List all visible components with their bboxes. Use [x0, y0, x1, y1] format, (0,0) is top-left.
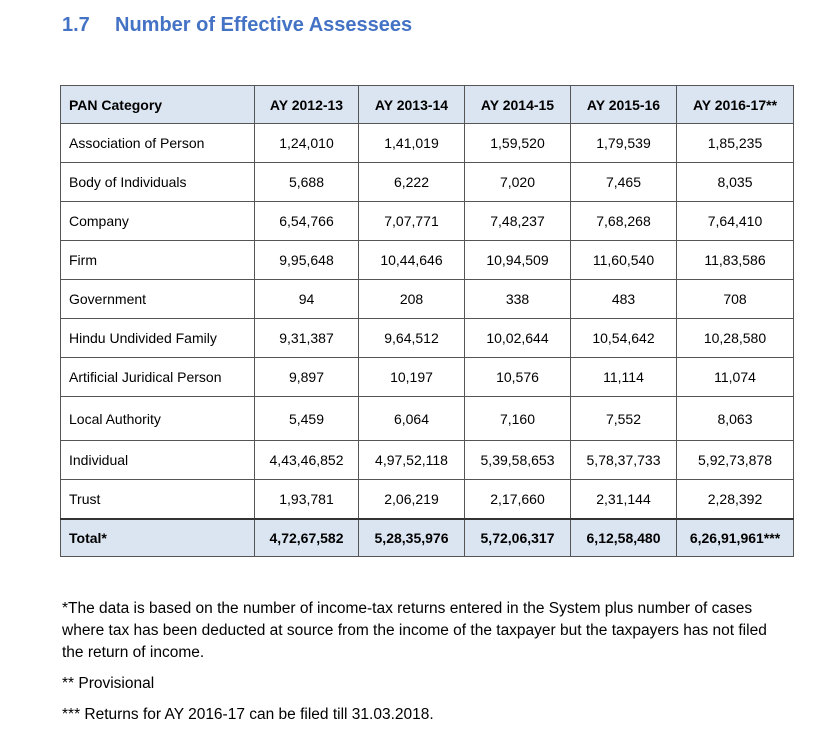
value-cell: 6,222 — [359, 163, 465, 202]
value-cell: 2,06,219 — [359, 480, 465, 520]
total-row — [61, 519, 794, 557]
category-cell: Government — [61, 280, 255, 319]
value-cell: 5,688 — [255, 163, 359, 202]
value-cell: 338 — [465, 280, 571, 319]
category-cell: Artificial Juridical Person — [61, 358, 255, 397]
category-cell: Local Authority — [61, 397, 255, 441]
value-cell: 208 — [359, 280, 465, 319]
effective-assessees-table — [60, 85, 794, 557]
value-cell: 7,48,237 — [465, 202, 571, 241]
total-value: 6,26,91,961*** — [677, 519, 794, 557]
total-value: 5,72,06,317 — [465, 519, 571, 557]
value-cell: 1,93,781 — [255, 480, 359, 520]
value-cell: 94 — [255, 280, 359, 319]
value-cell: 7,68,268 — [571, 202, 677, 241]
table-row — [61, 397, 794, 441]
value-cell: 1,41,019 — [359, 124, 465, 163]
value-cell: 4,43,46,852 — [255, 441, 359, 480]
table-row — [61, 358, 794, 397]
total-value: 6,12,58,480 — [571, 519, 677, 557]
footnote-provisional: ** Provisional — [62, 675, 155, 692]
value-cell: 8,063 — [677, 397, 794, 441]
value-cell: 10,576 — [465, 358, 571, 397]
total-value: 4,72,67,582 — [255, 519, 359, 557]
section-heading — [62, 14, 412, 37]
value-cell: 5,459 — [255, 397, 359, 441]
table-row — [61, 241, 794, 280]
category-cell: Association of Person — [61, 124, 255, 163]
value-cell: 10,44,646 — [359, 241, 465, 280]
table-row — [61, 480, 794, 520]
value-cell: 2,17,660 — [465, 480, 571, 520]
column-header: AY 2015-16 — [571, 86, 677, 124]
table-row — [61, 163, 794, 202]
table-row — [61, 280, 794, 319]
value-cell: 10,54,642 — [571, 319, 677, 358]
value-cell: 11,114 — [571, 358, 677, 397]
column-header: PAN Category — [61, 86, 255, 124]
value-cell: 7,64,410 — [677, 202, 794, 241]
category-cell: Trust — [61, 480, 255, 520]
value-cell: 7,020 — [465, 163, 571, 202]
column-header: AY 2014-15 — [465, 86, 571, 124]
footnote-data-basis: *The data is based on the number of income-tax returns entered in the System plus number of cases where tax has been deducted at source from the income of the taxpayer but the taxpayers has not filed the return of income. — [62, 600, 767, 661]
value-cell: 7,160 — [465, 397, 571, 441]
value-cell: 4,97,52,118 — [359, 441, 465, 480]
value-cell: 5,92,73,878 — [677, 441, 794, 480]
table-header-row — [61, 86, 794, 124]
value-cell: 9,31,387 — [255, 319, 359, 358]
value-cell: 5,39,58,653 — [465, 441, 571, 480]
value-cell: 11,074 — [677, 358, 794, 397]
value-cell: 1,24,010 — [255, 124, 359, 163]
column-header: AY 2016-17** — [677, 86, 794, 124]
total-label: Total* — [61, 519, 255, 557]
value-cell: 11,83,586 — [677, 241, 794, 280]
value-cell: 1,79,539 — [571, 124, 677, 163]
total-value: 5,28,35,976 — [359, 519, 465, 557]
value-cell: 1,85,235 — [677, 124, 794, 163]
value-cell: 9,95,648 — [255, 241, 359, 280]
category-cell: Individual — [61, 441, 255, 480]
footnotes — [62, 598, 782, 735]
column-header: AY 2013-14 — [359, 86, 465, 124]
column-header: AY 2012-13 — [255, 86, 359, 124]
value-cell: 483 — [571, 280, 677, 319]
value-cell: 9,897 — [255, 358, 359, 397]
value-cell: 10,197 — [359, 358, 465, 397]
value-cell: 1,59,520 — [465, 124, 571, 163]
value-cell: 708 — [677, 280, 794, 319]
value-cell: 7,07,771 — [359, 202, 465, 241]
value-cell: 10,02,644 — [465, 319, 571, 358]
section-title: Number of Effective Assessees — [115, 14, 413, 36]
value-cell: 8,035 — [677, 163, 794, 202]
category-cell: Firm — [61, 241, 255, 280]
value-cell: 7,552 — [571, 397, 677, 441]
value-cell: 10,94,509 — [465, 241, 571, 280]
value-cell: 6,54,766 — [255, 202, 359, 241]
table-row — [61, 202, 794, 241]
table-row — [61, 124, 794, 163]
value-cell: 2,28,392 — [677, 480, 794, 520]
table-row — [61, 441, 794, 480]
section-number: 1.7 — [62, 14, 90, 36]
value-cell: 5,78,37,733 — [571, 441, 677, 480]
value-cell: 2,31,144 — [571, 480, 677, 520]
value-cell: 6,064 — [359, 397, 465, 441]
value-cell: 7,465 — [571, 163, 677, 202]
value-cell: 9,64,512 — [359, 319, 465, 358]
value-cell: 10,28,580 — [677, 319, 794, 358]
category-cell: Body of Individuals — [61, 163, 255, 202]
value-cell: 11,60,540 — [571, 241, 677, 280]
category-cell: Company — [61, 202, 255, 241]
footnote-filing-deadline: *** Returns for AY 2016-17 can be filed till 31.03.2018. — [62, 706, 434, 723]
category-cell: Hindu Undivided Family — [61, 319, 255, 358]
table-row — [61, 319, 794, 358]
